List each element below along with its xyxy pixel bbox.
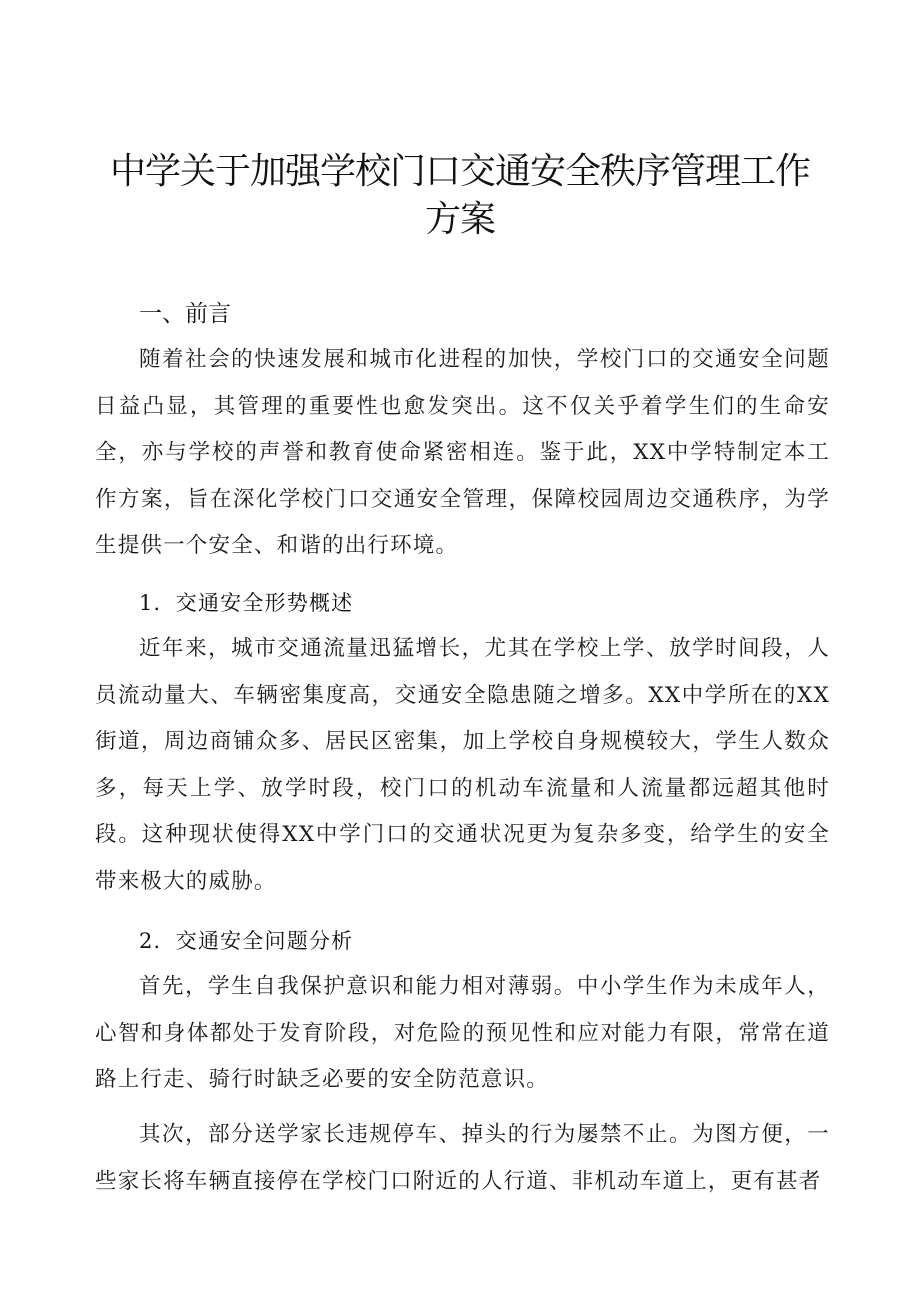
section-heading-traffic-overview: 1．交通安全形势概述 xyxy=(139,591,354,615)
document-title: 中学关于加强学校门口交通安全秩序管理工作方案 xyxy=(109,151,810,240)
section-heading-problem-analysis: 2．交通安全问题分析 xyxy=(139,929,354,953)
traffic-overview-paragraph: 近年来，城市交通流量迅猛增长，尤其在学校上学、放学时间段，人员流动量大、车辆密集度高，交通安全隐患随之增多。XX中学所在的XX街道，周边商铺众多、居民区密集，加上学校自身规模较大，学生人数众多，每天上学、放学时段，校门口的机动车流量和人流量都远超其他时段。这种现状使得XX中学门口的交通状况更为复杂多变，给学生的安全带来极大的威胁。 xyxy=(95,636,830,894)
preface-paragraph: 随着社会的快速发展和城市化进程的加快，学校门口的交通安全问题日益凸显，其管理的重要性也愈发突出。这不仅关乎着学生们的生命安全，亦与学校的声誉和教育使命紧密相连。鉴于此，XX中学特制定本工作方案，旨在深化学校门口交通安全管理，保障校园周边交通秩序，为学生提供一个安全、和谐的出行环境。 xyxy=(95,347,830,559)
problem-analysis-paragraph-1: 首先，学生自我保护意识和能力相对薄弱。中小学生作为未成年人，心智和身体都处于发育阶段，对危险的预见性和应对能力有限，常常在道路上行走、骑行时缺乏必要的安全防范意识。 xyxy=(95,974,830,1093)
problem-analysis-paragraph-2: 其次，部分送学家长违规停车、掉头的行为屡禁不止。为图方便，一些家长将车辆直接停在学校门口附近的人行道、非机动车道上，更有甚者 xyxy=(95,1122,830,1194)
section-heading-preface: 一、前言 xyxy=(139,301,231,327)
